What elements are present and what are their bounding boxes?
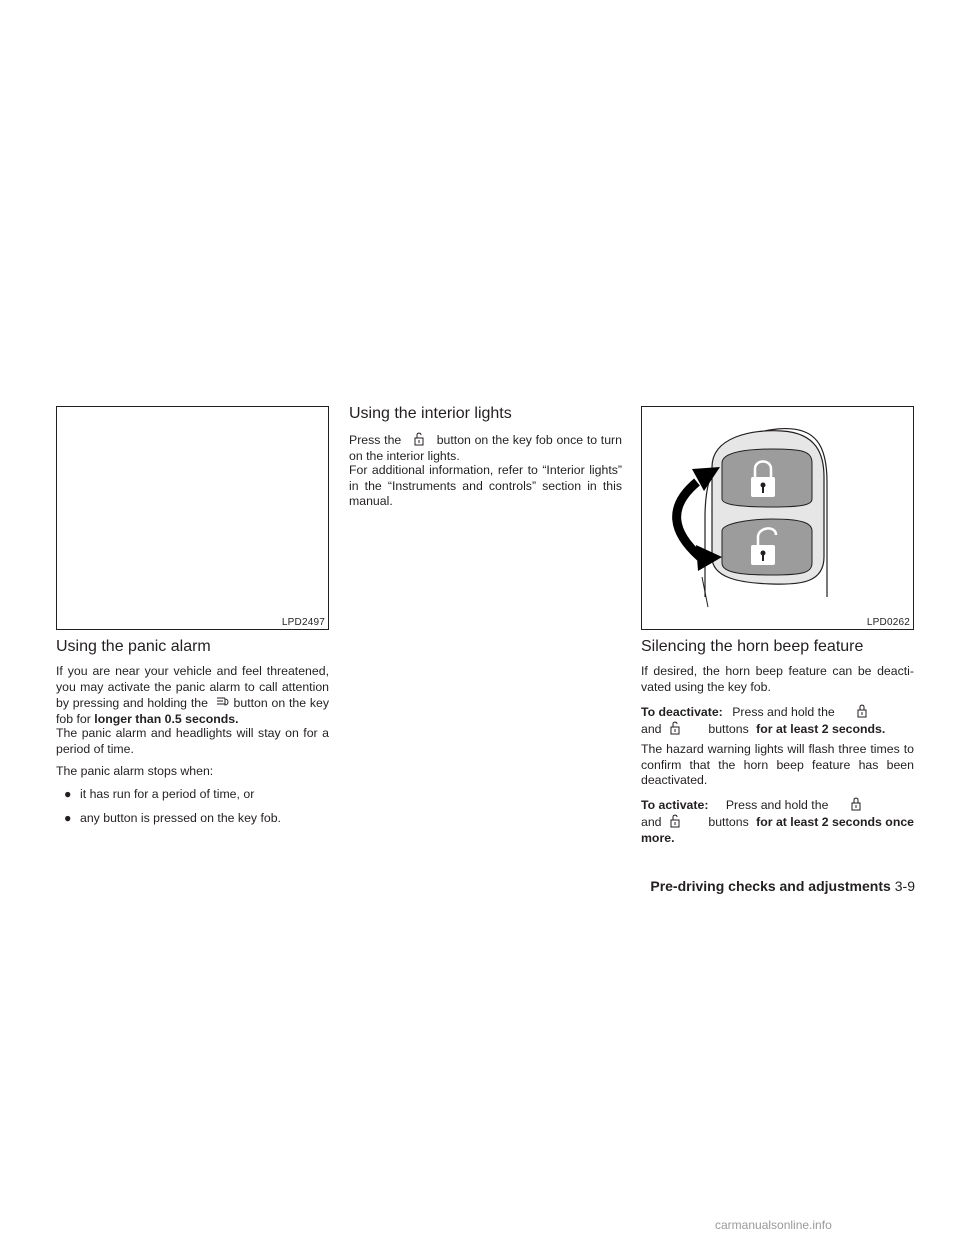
key-fob-illustration xyxy=(642,407,913,629)
lock-button-icon xyxy=(856,704,868,718)
panic-paragraph-1: If you are near your vehicle and feel threatened, you may activate the panic alarm to call attention by pressing and holding the button on the key fob for longer than 0.5 seconds. xyxy=(56,664,329,726)
horn-deactivate-line-2: and buttons for at least 2 seconds. xyxy=(641,722,886,736)
unlock-button-icon xyxy=(669,721,681,735)
page-number: 3-9 xyxy=(894,878,915,894)
heading-interior-lights: Using the interior lights xyxy=(349,405,512,422)
footer-section-title: Pre-driving checks and adjustments xyxy=(650,878,891,894)
horn-activate-line-1: To activate: Press and hold the xyxy=(641,797,914,814)
panic-paragraph-2: The panic alarm and headlights will stay on for a period of time. xyxy=(56,726,329,756)
panic-paragraph-3: The panic alarm stops when: xyxy=(56,764,214,778)
horn-paragraph-1: If desired, the horn beep feature can be deacti- vated using the key fob. xyxy=(641,664,914,694)
figure-key-fob xyxy=(641,406,914,630)
figure-label: LPD2497 xyxy=(281,617,325,628)
panic-bullet-2: any button is pressed on the key fob. xyxy=(80,811,281,825)
panic-button-icon xyxy=(212,695,230,709)
horn-deactivate-line-1: To deactivate: Press and hold the xyxy=(641,704,914,721)
figure-panic-alarm xyxy=(56,406,329,630)
bullet-marker: ● xyxy=(64,787,72,801)
horn-paragraph-3: The hazard warning lights will flash three times to confirm that the horn beep feature has been deactivated. xyxy=(641,742,914,787)
heading-horn-beep: Silencing the horn beep feature xyxy=(641,638,864,655)
unlock-button-icon xyxy=(669,814,681,828)
interior-paragraph-1: Press the button on the key fob once to turn on the interior lights. xyxy=(349,433,622,463)
unlock-button-icon xyxy=(405,432,433,446)
horn-activate-line-2: and buttons for at least 2 seconds once more. xyxy=(641,815,915,845)
page-footer xyxy=(607,878,915,894)
interior-paragraph-2: For additional information, refer to “Interior lights” in the “Instruments and controls” section in this manual. xyxy=(349,463,622,508)
lock-button-icon xyxy=(850,797,862,811)
watermark: carmanualsonline.info xyxy=(715,1218,832,1232)
bullet-marker: ● xyxy=(64,811,72,825)
heading-panic-alarm: Using the panic alarm xyxy=(56,638,211,655)
panic-bullet-1: it has run for a period of time, or xyxy=(80,787,255,801)
figure-label: LPD0262 xyxy=(866,617,910,628)
